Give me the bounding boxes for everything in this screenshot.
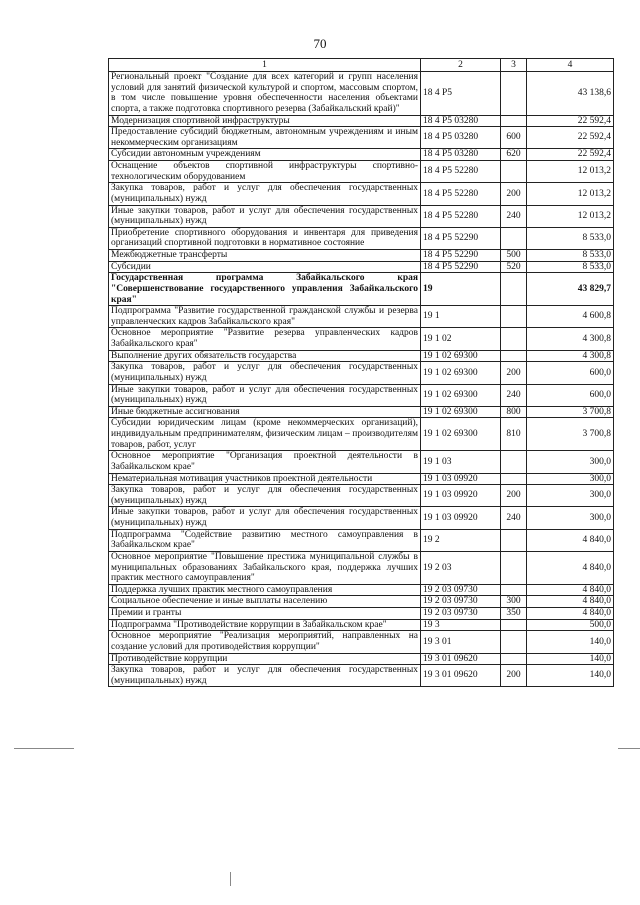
row-code-cell: 18 4 P5 52280 bbox=[421, 183, 501, 205]
row-type-cell: 500 bbox=[501, 250, 527, 262]
table-row bbox=[109, 529, 614, 551]
table-row bbox=[109, 273, 614, 306]
table-row bbox=[109, 551, 614, 584]
row-name-cell: Основное мероприятие "Развитие резерва управленческих кадров Забайкальского края" bbox=[109, 328, 421, 350]
row-name-cell: Подпрограмма "Содействие развитию местного самоуправления в Забайкальском крае" bbox=[109, 529, 421, 551]
row-sum-cell: 8 533,0 bbox=[527, 227, 614, 249]
row-sum-cell: 4 840,0 bbox=[527, 551, 614, 584]
table-row bbox=[109, 328, 614, 350]
row-name-cell: Приобретение спортивного оборудования и инвентаря для приведения организаций спортивной подготовки в нормативное состояние bbox=[109, 227, 421, 249]
row-name-cell: Закупка товаров, работ и услуг для обеспечения государственных (муниципальных) нужд bbox=[109, 665, 421, 687]
row-code-cell: 19 1 02 69300 bbox=[421, 418, 501, 451]
row-name-cell: Субсидии bbox=[109, 261, 421, 273]
row-name-cell: Субсидии юридическим лицам (кроме некоммерческих организаций), индивидуальным предпринимателям, физическим лицам – производителям товаров, работ, услуг bbox=[109, 418, 421, 451]
column-header-name: 1 bbox=[109, 59, 421, 72]
row-type-cell: 200 bbox=[501, 183, 527, 205]
row-type-cell bbox=[501, 328, 527, 350]
row-type-cell bbox=[501, 306, 527, 328]
table-row bbox=[109, 631, 614, 653]
row-code-cell: 19 2 03 09730 bbox=[421, 608, 501, 620]
row-code-cell: 19 1 03 09920 bbox=[421, 473, 501, 485]
table-row bbox=[109, 149, 614, 161]
row-sum-cell: 500,0 bbox=[527, 619, 614, 631]
table-row bbox=[109, 362, 614, 384]
table-row bbox=[109, 350, 614, 362]
scan-artifact-bottom bbox=[230, 872, 231, 886]
row-sum-cell: 22 592,4 bbox=[527, 115, 614, 127]
row-sum-cell: 43 138,6 bbox=[527, 72, 614, 116]
row-type-cell bbox=[501, 619, 527, 631]
row-sum-cell: 600,0 bbox=[527, 384, 614, 406]
row-name-cell: Межбюджетные трансферты bbox=[109, 250, 421, 262]
row-code-cell: 19 1 02 69300 bbox=[421, 350, 501, 362]
row-type-cell: 600 bbox=[501, 127, 527, 149]
table-row bbox=[109, 227, 614, 249]
row-type-cell: 620 bbox=[501, 149, 527, 161]
row-name-cell: Подпрограмма "Развитие государственной гражданской службы и резерва управленческих кадров Забайкальского края" bbox=[109, 306, 421, 328]
table-row bbox=[109, 653, 614, 665]
row-code-cell: 19 3 01 09620 bbox=[421, 653, 501, 665]
table-row bbox=[109, 507, 614, 529]
row-sum-cell: 3 700,8 bbox=[527, 418, 614, 451]
table-row bbox=[109, 473, 614, 485]
row-code-cell: 18 4 P5 52290 bbox=[421, 227, 501, 249]
row-type-cell: 200 bbox=[501, 665, 527, 687]
row-name-cell: Оснащение объектов спортивной инфраструктуры спортивно-технологическим оборудованием bbox=[109, 161, 421, 183]
row-sum-cell: 140,0 bbox=[527, 631, 614, 653]
row-code-cell: 19 1 02 bbox=[421, 328, 501, 350]
table-row bbox=[109, 608, 614, 620]
row-sum-cell: 12 013,2 bbox=[527, 205, 614, 227]
row-code-cell: 19 2 03 09730 bbox=[421, 584, 501, 596]
row-type-cell bbox=[501, 653, 527, 665]
row-name-cell: Региональный проект "Создание для всех категорий и групп населения условий для занятий физической культурой и спортом, массовым спортом, в том числе повышение уровня обеспеченности населения объектами спорта, а также подготовка спортивного резерва (Забайкальский край)" bbox=[109, 72, 421, 116]
row-type-cell: 800 bbox=[501, 406, 527, 418]
table-row bbox=[109, 205, 614, 227]
table-row bbox=[109, 127, 614, 149]
row-type-cell: 200 bbox=[501, 362, 527, 384]
table-row bbox=[109, 384, 614, 406]
row-sum-cell: 600,0 bbox=[527, 362, 614, 384]
row-name-cell: Нематериальная мотивация участников проектной деятельности bbox=[109, 473, 421, 485]
row-name-cell: Выполнение других обязательств государства bbox=[109, 350, 421, 362]
row-code-cell: 19 2 bbox=[421, 529, 501, 551]
row-name-cell: Закупка товаров, работ и услуг для обеспечения государственных (муниципальных) нужд bbox=[109, 362, 421, 384]
row-code-cell: 19 2 03 09730 bbox=[421, 596, 501, 608]
row-code-cell: 18 4 P5 52290 bbox=[421, 250, 501, 262]
row-code-cell: 19 1 03 bbox=[421, 451, 501, 473]
row-type-cell: 240 bbox=[501, 205, 527, 227]
row-name-cell: Закупка товаров, работ и услуг для обеспечения государственных (муниципальных) нужд bbox=[109, 485, 421, 507]
row-type-cell bbox=[501, 115, 527, 127]
row-type-cell bbox=[501, 350, 527, 362]
row-type-cell bbox=[501, 529, 527, 551]
row-name-cell: Иные закупки товаров, работ и услуг для обеспечения государственных (муниципальных) нужд bbox=[109, 384, 421, 406]
row-sum-cell: 4 300,8 bbox=[527, 350, 614, 362]
table-row bbox=[109, 485, 614, 507]
page-number: 70 bbox=[313, 36, 327, 51]
row-name-cell: Социальное обеспечение и иные выплаты населению bbox=[109, 596, 421, 608]
table-row bbox=[109, 619, 614, 631]
table-row bbox=[109, 72, 614, 116]
column-header-code: 2 bbox=[421, 59, 501, 72]
budget-table bbox=[108, 58, 614, 687]
row-type-cell: 350 bbox=[501, 608, 527, 620]
table-row bbox=[109, 665, 614, 687]
table-row bbox=[109, 584, 614, 596]
row-name-cell: Модернизация спортивной инфраструктуры bbox=[109, 115, 421, 127]
row-code-cell: 19 3 01 bbox=[421, 631, 501, 653]
table-row bbox=[109, 406, 614, 418]
scan-artifact-left bbox=[14, 748, 74, 749]
row-sum-cell: 4 300,8 bbox=[527, 328, 614, 350]
table-row bbox=[109, 250, 614, 262]
row-sum-cell: 300,0 bbox=[527, 485, 614, 507]
row-code-cell: 19 1 bbox=[421, 306, 501, 328]
row-type-cell: 300 bbox=[501, 596, 527, 608]
row-sum-cell: 140,0 bbox=[527, 653, 614, 665]
row-code-cell: 19 2 03 bbox=[421, 551, 501, 584]
row-name-cell: Основное мероприятие "Повышение престижа муниципальной службы в муниципальных образованиях Забайкальского края, поддержка лучших практик местного самоуправления" bbox=[109, 551, 421, 584]
row-code-cell: 19 3 01 09620 bbox=[421, 665, 501, 687]
row-code-cell: 18 4 P5 03280 bbox=[421, 115, 501, 127]
row-sum-cell: 8 533,0 bbox=[527, 261, 614, 273]
row-type-cell bbox=[501, 161, 527, 183]
row-sum-cell: 22 592,4 bbox=[527, 149, 614, 161]
row-code-cell: 19 1 03 09920 bbox=[421, 507, 501, 529]
scan-artifact-right bbox=[618, 748, 640, 749]
column-header-sum: 4 bbox=[527, 59, 614, 72]
row-code-cell: 18 4 P5 03280 bbox=[421, 149, 501, 161]
row-sum-cell: 300,0 bbox=[527, 507, 614, 529]
row-type-cell bbox=[501, 473, 527, 485]
row-type-cell bbox=[501, 227, 527, 249]
row-sum-cell: 4 840,0 bbox=[527, 596, 614, 608]
row-type-cell: 810 bbox=[501, 418, 527, 451]
row-sum-cell: 300,0 bbox=[527, 451, 614, 473]
row-name-cell: Основное мероприятие "Реализация мероприятий, направленных на создание условий для противодействия коррупции" bbox=[109, 631, 421, 653]
row-name-cell: Иные бюджетные ассигнования bbox=[109, 406, 421, 418]
row-code-cell: 19 1 03 09920 bbox=[421, 485, 501, 507]
row-name-cell: Предоставление субсидий бюджетным, автономным учреждениям и иным некоммерческим организациям bbox=[109, 127, 421, 149]
table-row bbox=[109, 596, 614, 608]
row-sum-cell: 4 600,8 bbox=[527, 306, 614, 328]
row-sum-cell: 12 013,2 bbox=[527, 183, 614, 205]
row-name-cell: Премии и гранты bbox=[109, 608, 421, 620]
row-sum-cell: 3 700,8 bbox=[527, 406, 614, 418]
row-code-cell: 18 4 P5 03280 bbox=[421, 127, 501, 149]
column-header-type: 3 bbox=[501, 59, 527, 72]
row-code-cell: 19 bbox=[421, 273, 501, 306]
row-type-cell bbox=[501, 584, 527, 596]
row-type-cell: 240 bbox=[501, 384, 527, 406]
row-name-cell: Закупка товаров, работ и услуг для обеспечения государственных (муниципальных) нужд bbox=[109, 183, 421, 205]
row-type-cell: 240 bbox=[501, 507, 527, 529]
row-code-cell: 19 1 02 69300 bbox=[421, 362, 501, 384]
table-row bbox=[109, 418, 614, 451]
row-type-cell bbox=[501, 451, 527, 473]
row-name-cell: Иные закупки товаров, работ и услуг для обеспечения государственных (муниципальных) нужд bbox=[109, 205, 421, 227]
row-code-cell: 19 1 02 69300 bbox=[421, 384, 501, 406]
row-sum-cell: 140,0 bbox=[527, 665, 614, 687]
row-name-cell: Государственная программа Забайкальского края "Совершенствование государственного управления Забайкальского края" bbox=[109, 273, 421, 306]
row-name-cell: Иные закупки товаров, работ и услуг для обеспечения государственных (муниципальных) нужд bbox=[109, 507, 421, 529]
row-code-cell: 19 3 bbox=[421, 619, 501, 631]
table-row bbox=[109, 161, 614, 183]
row-type-cell bbox=[501, 631, 527, 653]
row-type-cell bbox=[501, 273, 527, 306]
table-row bbox=[109, 261, 614, 273]
row-sum-cell: 4 840,0 bbox=[527, 529, 614, 551]
table-row bbox=[109, 183, 614, 205]
row-type-cell: 200 bbox=[501, 485, 527, 507]
table-row bbox=[109, 451, 614, 473]
row-code-cell: 18 4 P5 bbox=[421, 72, 501, 116]
row-name-cell: Противодействие коррупции bbox=[109, 653, 421, 665]
row-sum-cell: 12 013,2 bbox=[527, 161, 614, 183]
row-name-cell: Поддержка лучших практик местного самоуправления bbox=[109, 584, 421, 596]
row-code-cell: 18 4 P5 52280 bbox=[421, 205, 501, 227]
row-sum-cell: 4 840,0 bbox=[527, 608, 614, 620]
row-name-cell: Субсидии автономным учреждениям bbox=[109, 149, 421, 161]
row-code-cell: 18 4 P5 52290 bbox=[421, 261, 501, 273]
row-code-cell: 18 4 P5 52280 bbox=[421, 161, 501, 183]
row-code-cell: 19 1 02 69300 bbox=[421, 406, 501, 418]
row-sum-cell: 8 533,0 bbox=[527, 250, 614, 262]
row-sum-cell: 43 829,7 bbox=[527, 273, 614, 306]
row-sum-cell: 22 592,4 bbox=[527, 127, 614, 149]
row-type-cell bbox=[501, 551, 527, 584]
table-row bbox=[109, 306, 614, 328]
row-name-cell: Основное мероприятие "Организация проектной деятельности в Забайкальском крае" bbox=[109, 451, 421, 473]
table-row bbox=[109, 115, 614, 127]
row-type-cell bbox=[501, 72, 527, 116]
row-sum-cell: 4 840,0 bbox=[527, 584, 614, 596]
table-header-row bbox=[109, 59, 614, 72]
row-sum-cell: 300,0 bbox=[527, 473, 614, 485]
row-type-cell: 520 bbox=[501, 261, 527, 273]
row-name-cell: Подпрограмма "Противодействие коррупции в Забайкальском крае" bbox=[109, 619, 421, 631]
